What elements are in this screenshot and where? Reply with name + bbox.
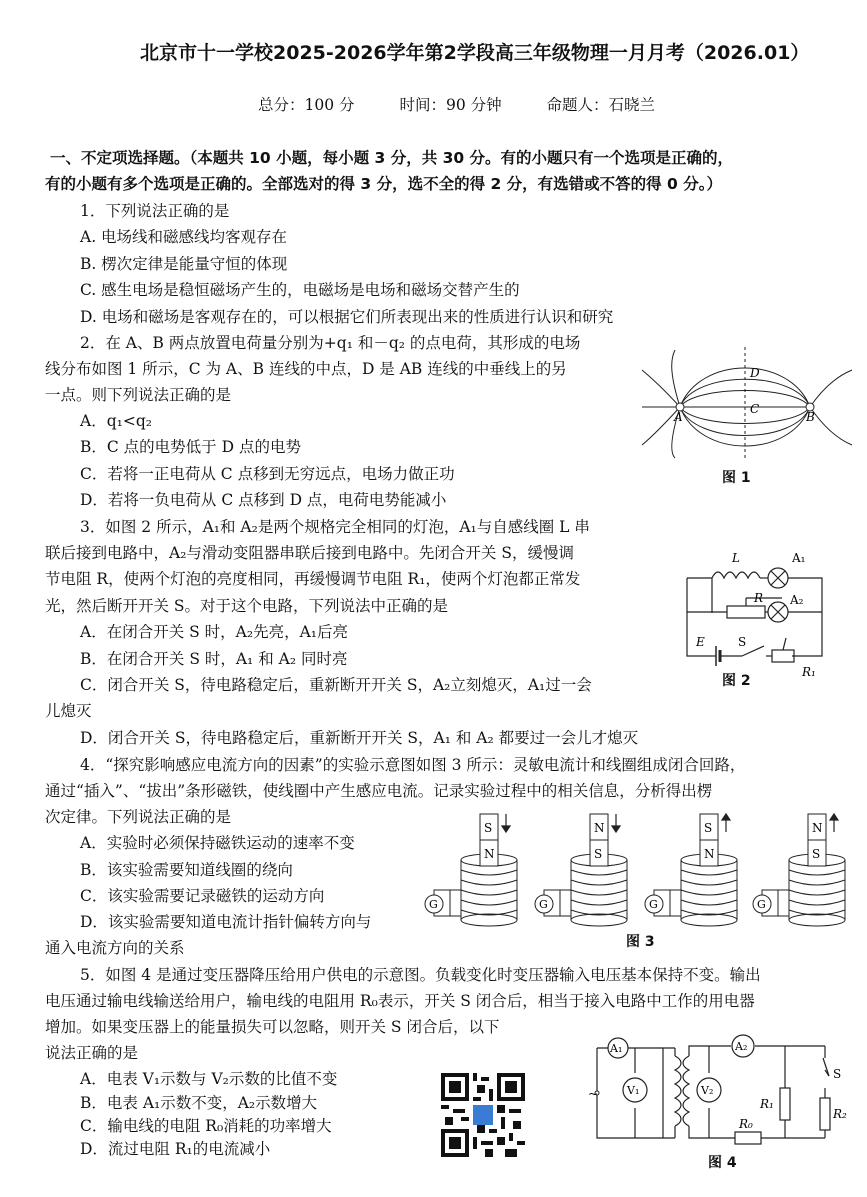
figure-1-caption: 图 1 [722, 470, 751, 486]
qr-code-icon [441, 1073, 525, 1157]
q3-stem-line3: 节电阻 R，使两个灯泡的亮度相同，再缓慢调节电阻 R₁，使两个灯泡都正常发 [45, 570, 581, 588]
fig4-label-a1: A₁ [610, 1042, 623, 1055]
fig1-label-a: A [674, 410, 683, 424]
section-heading-line1: 一、不定项选择题。（本题共 10 小题，每小题 3 分，共 30 分。有的小题只有一个选项是正确的， [50, 149, 734, 167]
exam-time: 时间：90 分钟 [399, 96, 502, 114]
q3-option-c-line1: C．闭合开关 S，待电路稳定后，重新断开开关 S，A₂立刻熄灭，A₁过一会 [80, 676, 592, 694]
fig3-magnet1-bottom: N [484, 847, 495, 861]
q5-option-c: C．输电线的电阻 R₀消耗的功率增大 [80, 1117, 332, 1135]
q4-option-d-line2: 通入电流方向的关系 [45, 939, 185, 957]
q2-option-d: D．若将一负电荷从 C 点移到 D 点，电荷电势能减小 [80, 491, 447, 509]
total-score: 总分：100 分 [258, 96, 355, 114]
fig2-label-r1: R₁ [802, 665, 816, 678]
figure-2-circuit [672, 528, 857, 678]
fig4-label-r2: R₂ [833, 1107, 847, 1121]
q5-stem-line4: 说法正确的是 [45, 1044, 139, 1062]
q3-stem-line2: 联后接到电路中，A₂与滑动变阻器串联后接到电路中。先闭合开关 S，缓慢调 [45, 544, 574, 562]
q5-stem-line2: 电压通过输电线输送给用户，输电线的电阻用 R₀表示，开关 S 闭合后，相当于接入电路中工作的用电器 [45, 992, 755, 1010]
fig1-label-c: C [750, 402, 760, 416]
q4-option-b: B．该实验需要知道线圈的绕向 [80, 861, 293, 879]
q3-stem-line4: 光，然后断开开关 S。对于这个电路，下列说法中正确的是 [45, 597, 449, 615]
q4-stem-line3: 次定律。下列说法正确的是 [45, 808, 232, 826]
q2-option-c: C．若将一正电荷从 C 点移到无穷远点，电场力做正功 [80, 465, 455, 483]
fig2-label-a1: A₁ [792, 551, 806, 565]
q2-option-b: B．C 点的电势低于 D 点的电势 [80, 438, 301, 456]
q5-stem-line1: 5．如图 4 是通过变压器降压给用户供电的示意图。负载变化时变压器输入电压基本保持不变。输出 [80, 966, 761, 984]
q1-option-a: A. 电场线和磁感线均客观存在 [80, 228, 288, 246]
figure-1-field-lines [640, 345, 855, 460]
q2-option-a: A．q₁<q₂ [80, 412, 152, 430]
fig3-galvanometer-2: G [539, 898, 548, 911]
fig3-magnet2-bottom: S [594, 847, 603, 861]
figure-3-magnet-coils [424, 808, 860, 933]
fig3-galvanometer-4: G [757, 898, 766, 911]
q3-option-d: D．闭合开关 S，待电路稳定后，重新断开开关 S，A₁ 和 A₂ 都要过一会儿才熄灭 [80, 729, 639, 747]
q1-option-c: C. 感生电场是稳恒磁场产生的，电磁场是电场和磁场交替产生的 [80, 281, 520, 299]
q2-stem-line2: 线分布如图 1 所示，C 为 A、B 连线的中点，D 是 AB 连线的中垂线上的另 [45, 360, 567, 378]
q4-option-a: A．实验时必须保持磁铁运动的速率不变 [80, 834, 355, 852]
fig3-magnet3-top: S [704, 821, 713, 835]
exam-author: 命题人：石晓兰 [546, 96, 656, 114]
q3-option-b: B．在闭合开关 S 时，A₁ 和 A₂ 同时亮 [80, 650, 348, 668]
fig4-label-a2: A₂ [735, 1040, 748, 1053]
q3-stem-line1: 3．如图 2 所示，A₁和 A₂是两个规格完全相同的灯泡，A₁与自感线圈 L 串 [80, 518, 590, 536]
q4-option-d-line1: D．该实验需要知道电流计指针偏转方向与 [80, 913, 372, 931]
page-title: 北京市十一学校2025-2026学年第2学段高三年级物理一月月考（2026.01） [140, 42, 810, 64]
q1-option-b: B. 楞次定律是能量守恒的体现 [80, 255, 288, 273]
figure-2-caption: 图 2 [722, 673, 751, 689]
fig3-magnet3-bottom: N [704, 847, 715, 861]
q1-stem: 1．下列说法正确的是 [80, 202, 230, 220]
fig3-magnet2-top: N [594, 821, 605, 835]
fig4-label-v2: V₂ [701, 1084, 714, 1097]
fig3-galvanometer-1: G [429, 898, 438, 911]
figure-4-caption: 图 4 [708, 1155, 737, 1171]
figure-3-caption: 图 3 [626, 934, 655, 950]
exam-meta [258, 93, 695, 115]
q2-stem-line3: 一点。则下列说法正确的是 [45, 386, 232, 404]
fig3-magnet4-top: N [812, 821, 823, 835]
fig4-label-v1: V₁ [627, 1084, 640, 1097]
fig4-label-r1: R₁ [760, 1097, 774, 1111]
section-heading-line2: 有的小题有多个选项是正确的。全部选对的得 3 分，选不全的得 2 分，有选错或不答的得 0 分。） [45, 175, 722, 193]
q3-option-c-line2: 儿熄灭 [45, 702, 92, 720]
fig4-label-r0: R₀ [739, 1117, 753, 1131]
q4-stem-line1: 4．“探究影响感应电流方向的因素”的实验示意图如图 3 所示：灵敏电流计和线圈组成闭合回路， [80, 756, 746, 774]
q4-option-c: C．该实验需要记录磁铁的运动方向 [80, 887, 325, 905]
q4-stem-line2: 通过“插入”、“拔出”条形磁铁，使线圈中产生感应电流。记录实验过程中的相关信息，分析得出楞 [45, 782, 713, 800]
q1-option-d: D. 电场和磁场是客观存在的，可以根据它们所表现出来的性质进行认识和研究 [80, 308, 614, 326]
fig4-ac-source: ~ [588, 1087, 599, 1101]
fig2-label-a2: A₂ [790, 593, 804, 607]
figure-4-transformer-circuit [585, 1028, 857, 1146]
fig2-label-s: S [738, 635, 747, 649]
fig2-label-r: R [754, 591, 764, 605]
q2-stem-line1: 2．在 A、B 两点放置电荷量分别为+q₁ 和－q₂ 的点电荷，其形成的电场 [80, 334, 581, 352]
fig2-label-e: E [696, 635, 705, 649]
fig3-magnet4-bottom: S [812, 847, 821, 861]
fig3-magnet1-top: S [484, 821, 493, 835]
fig4-label-s: S [833, 1067, 842, 1081]
q5-option-a: A．电表 V₁示数与 V₂示数的比值不变 [80, 1070, 338, 1088]
fig1-label-d: D [750, 366, 760, 380]
q5-option-d: D．流过电阻 R₁的电流减小 [80, 1140, 271, 1158]
fig3-galvanometer-3: G [649, 898, 658, 911]
fig1-label-b: B [806, 410, 815, 424]
fig2-label-l: L [732, 551, 740, 565]
q5-stem-line3: 增加。如果变压器上的能量损失可以忽略，则开关 S 闭合后，以下 [45, 1018, 500, 1036]
q3-option-a: A．在闭合开关 S 时，A₂先亮，A₁后亮 [80, 623, 348, 641]
q5-option-b: B．电表 A₁示数不变，A₂示数增大 [80, 1094, 318, 1112]
